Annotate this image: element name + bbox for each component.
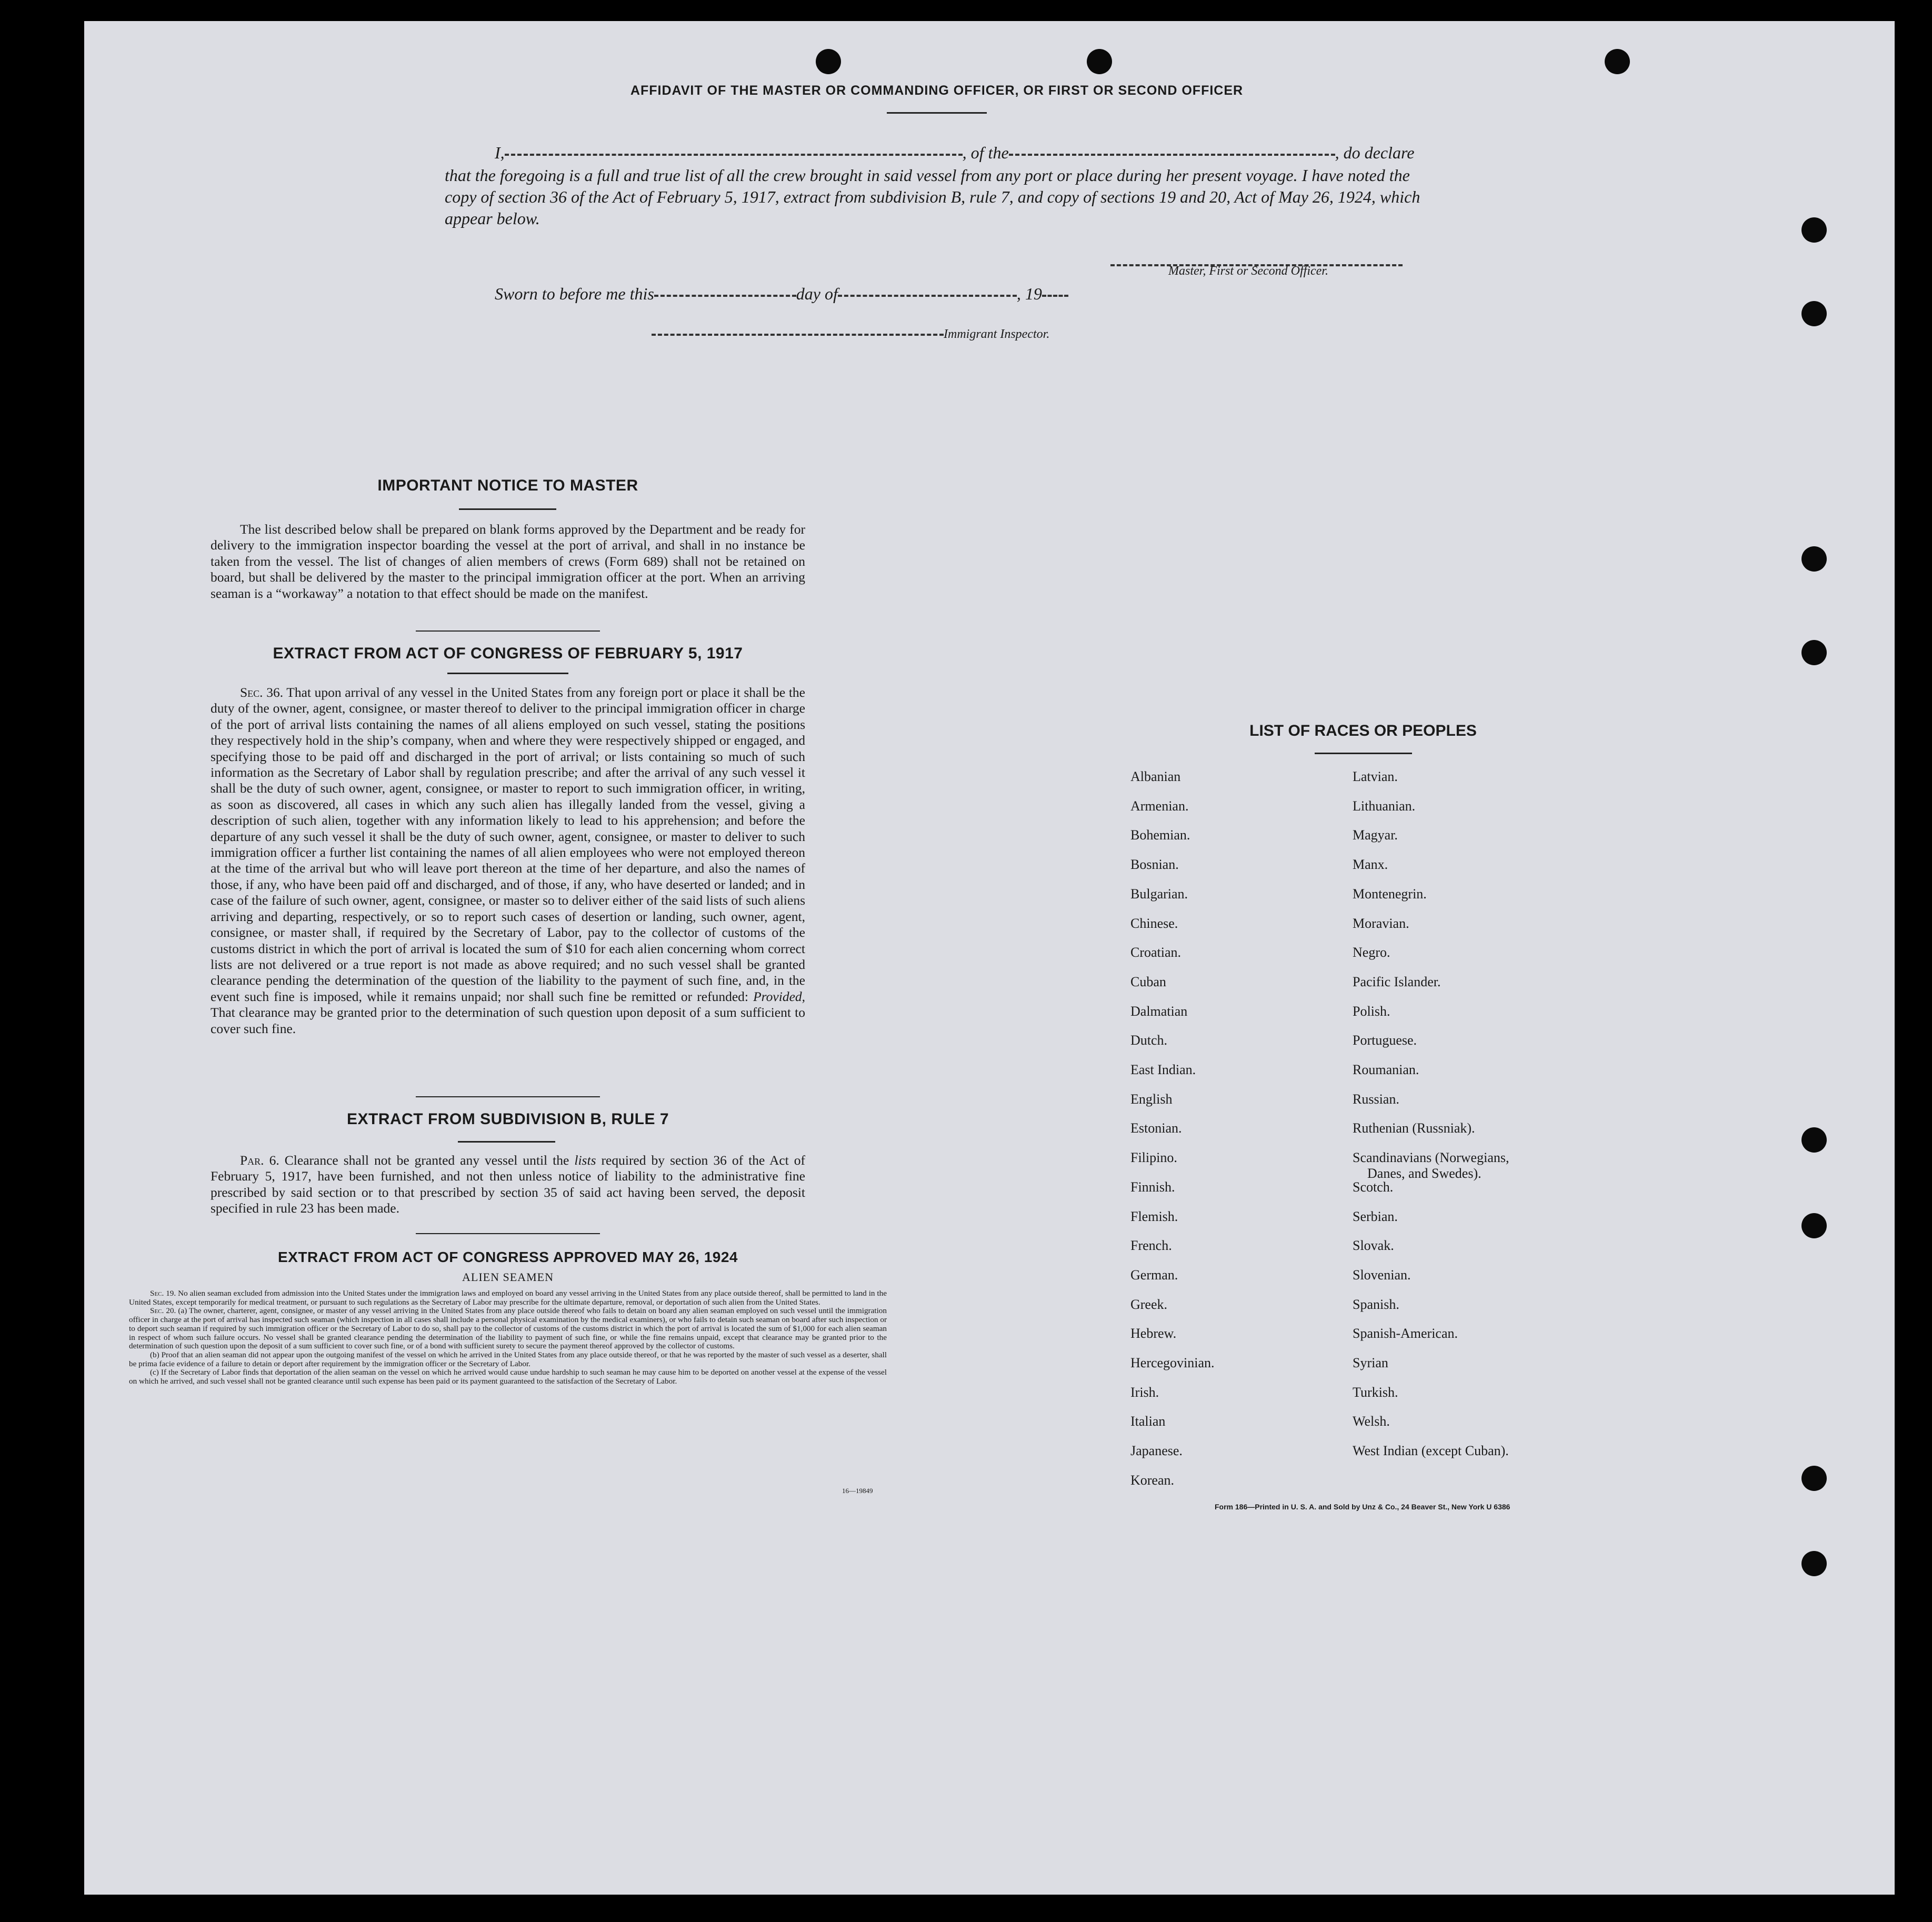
race-item: Latvian. xyxy=(1353,769,1398,784)
race-item: Manx. xyxy=(1353,857,1388,873)
alien-seamen-subtitle: ALIEN SEAMEN xyxy=(462,1270,554,1284)
race-item: Greek. xyxy=(1130,1296,1168,1312)
vessel-name-field[interactable] xyxy=(1009,154,1335,156)
race-item: Finnish. xyxy=(1130,1179,1175,1195)
sworn-month-field[interactable] xyxy=(838,295,1017,297)
section-20c: (c) If the Secretary of Labor finds that deportation of the alien seaman on the vessel on which he arrived would cause undue hardship to such seaman he may cause him to be deported on another vessel at the expense of the vessel on which he arrived, and such vessel shall not be granted clearance until such expense has been paid or its payment guaranteed to the satisfaction of the Secretary of Labor. xyxy=(129,1368,887,1386)
race-item: Chinese. xyxy=(1130,915,1178,931)
divider xyxy=(416,1096,600,1097)
race-item: Bosnian. xyxy=(1130,857,1179,873)
section-19 xyxy=(129,1289,887,1307)
race-item: Flemish. xyxy=(1130,1208,1178,1224)
affidavit-body: that the foregoing is a full and true list of all the crew brought in said vessel from any port or place during her present voyage. I have noted the copy of section 36 of the Act of February 5, 1917, extract from subdivision B, rule 7, and copy of sections 19 and 20, Act of May 26, 1924, which appear below. xyxy=(445,166,1420,228)
race-item: Cuban xyxy=(1130,974,1166,989)
race-item: East Indian. xyxy=(1130,1062,1196,1077)
punch-hole xyxy=(1801,217,1827,243)
divider xyxy=(887,112,987,114)
declarant-name-field[interactable] xyxy=(505,154,963,156)
par-6-text-a: Clearance shall not be granted any vessel until the xyxy=(284,1153,569,1168)
par-6-label: Par. 6. xyxy=(240,1153,279,1168)
declarant-i-label: I, xyxy=(495,143,505,162)
divider xyxy=(416,630,600,632)
notice-body: The list described below shall be prepared on blank forms approved by the Department and be ready for delivery to the immigration inspector boarding the vessel at the port of arrival, and shall in no instance be taken from the vessel. The list of changes of alien members of crews (Form 689) shall not be retained on board, but shall be delivered by the master to the principal immigration officer at the port. When an arriving seaman is a “workaway” a notation to that effect should be made on the manifest. xyxy=(211,522,805,601)
race-item: Russian. xyxy=(1353,1091,1399,1107)
lists-word: lists xyxy=(574,1153,596,1168)
proviso-text: That clearance may be granted prior to the determination of such question upon deposit of a sum sufficient to cover such fine. xyxy=(211,1005,805,1036)
race-item: Syrian xyxy=(1353,1355,1388,1370)
sworn-day-field[interactable] xyxy=(654,295,796,297)
race-item: Croatian. xyxy=(1130,945,1182,960)
inspector-line xyxy=(652,327,1049,342)
race-item: Serbian. xyxy=(1353,1208,1398,1224)
race-item: English xyxy=(1130,1091,1173,1107)
provided-label: Provided, xyxy=(753,988,806,1004)
extract-1917-title: EXTRACT FROM ACT OF CONGRESS OF FEBRUARY 5, 1917 xyxy=(273,645,743,662)
race-item: Dalmatian xyxy=(1130,1003,1188,1019)
divider xyxy=(458,1141,555,1143)
race-item: Albanian xyxy=(1130,769,1181,784)
race-item: West Indian (except Cuban). xyxy=(1353,1443,1509,1459)
race-item: Korean. xyxy=(1130,1472,1175,1488)
notice-title: IMPORTANT NOTICE TO MASTER xyxy=(377,477,638,494)
section-20b: (b) Proof that an alien seaman did not appear upon the outgoing manifest of the vessel on which he arrived in the United States from any place outside thereof, or that he was reported by the master of such vessel as a deserter, shall be prima facie evidence of a failure to detain or deport after requirement by the immigration officer or the Secretary of Labor. xyxy=(129,1350,887,1368)
race-item: Turkish. xyxy=(1353,1384,1398,1400)
race-item: Estonian. xyxy=(1130,1120,1182,1136)
extract-1924-title: EXTRACT FROM ACT OF CONGRESS APPROVED MAY 26, 1924 xyxy=(278,1249,738,1265)
divider xyxy=(416,1233,600,1234)
extract-1917-body xyxy=(211,685,805,1037)
race-item: Japanese. xyxy=(1130,1443,1183,1459)
sworn-year-field[interactable] xyxy=(1042,295,1068,297)
divider xyxy=(459,508,556,510)
punch-hole xyxy=(1801,640,1827,665)
race-item: Hebrew. xyxy=(1130,1326,1177,1342)
race-item: Roumanian. xyxy=(1353,1062,1419,1077)
race-item: French. xyxy=(1130,1238,1172,1254)
race-item: Irish. xyxy=(1130,1384,1159,1400)
race-item: Ruthenian (Russniak). xyxy=(1353,1120,1475,1136)
section-36-text: That upon arrival of any vessel in the United States from any foreign port or place it shall be the duty of the owner, agent, consignee, or master thereof to deliver to the principal immigration officer in charge of the port of arrival lists containing the names of all aliens employed on such vessel, stating the positions they respectively hold in the ship’s company, when and where they were respectively shipped or engaged, and specifying those to be paid off and discharged in the port of arrival; or lists containing so much of such information as the Secretary of Labor shall by regulation prescribe; and after the arrival of any such vessel it shall be the duty of such owner, agent, consignee, or master to report to such immigration officer, in writing, as soon as discovered, all cases in which any such alien has illegally landed from the vessel, giving a description of such alien, together with any information likely to lead to his apprehension; and before the departure of any such vessel it shall be the duty of such owner, agent, consignee, or master to deliver to such immigration officer a further list containing the names of all alien employees who were not employed thereon at the time of the arrival but who will leave port thereon at the time of her departure, and also the names of those, if any, who have been paid off and discharged, and of those, if any, who have deserted or landed; and in case of the failure of such owner, agent, consignee, or master so to deliver either of the said lists of such aliens arriving and departing, respectively, or so to report such cases of desertion or landing, such owner, agent, consignee, or master shall, if required by the Secretary of Labor, pay to the collector of customs of the customs district in which the port of arrival is located the sum of $10 for each alien concerning whom correct lists are not delivered or a true report is not made as above required; and no such vessel shall be granted clearance pending the determination of the question of the liability to the payment of such fine, and, in the event such fine is imposed, while it remains unpaid; nor shall such fine be remitted or refunded: xyxy=(211,685,805,1004)
race-item: Slovenian. xyxy=(1353,1267,1411,1283)
race-item: Welsh. xyxy=(1353,1414,1390,1429)
year-label: , 19 xyxy=(1016,284,1042,303)
race-item: Dutch. xyxy=(1130,1033,1168,1048)
race-item: Scandinavians (Norwegians, xyxy=(1353,1150,1509,1166)
race-item: Pacific Islander. xyxy=(1353,974,1441,989)
race-item: Spanish-American. xyxy=(1353,1326,1458,1342)
punch-hole xyxy=(1801,301,1827,326)
race-item: Montenegrin. xyxy=(1353,886,1427,902)
day-of-label: day of xyxy=(796,284,838,303)
do-declare-label: , do declare xyxy=(1335,143,1415,162)
section-19-label: Sec. 19. xyxy=(150,1289,176,1298)
race-item: Portuguese. xyxy=(1353,1033,1417,1048)
section-20a xyxy=(129,1307,887,1351)
section-20-label: Sec. 20. xyxy=(150,1306,176,1316)
master-signature-label: Master, First or Second Officer. xyxy=(1168,264,1328,278)
form-code: 16—19849 xyxy=(842,1487,873,1495)
divider xyxy=(447,673,568,674)
section-19-text: No alien seaman excluded from admission into the United States under the immigration laws and employed on board any vessel arriving in the United States from any place outside thereof, shall be permitted to land in the United States, except temporarily for medical treatment, or pursuant to such regulations as the Secretary of Labor may prescribe for the ultimate departure, removal, or deportation of such alien from the United States. xyxy=(129,1289,887,1307)
par-6-text-b: required by section 36 of the Act of February 5, 1917, have been furnished, and not then unless notice of liability to the administrative fine prescribed by said section or to that prescribed by section 35 of said act having been served, the deposit specified in rule 23 has been made. xyxy=(211,1153,806,1216)
printer-imprint: Form 186—Printed in U. S. A. and Sold by Unz & Co., 24 Beaver St., New York U 6386 xyxy=(1215,1503,1510,1511)
race-item: Spanish. xyxy=(1353,1296,1399,1312)
sworn-label: Sworn to before me this xyxy=(495,284,654,303)
race-item: German. xyxy=(1130,1267,1178,1283)
inspector-label: Immigrant Inspector. xyxy=(944,327,1050,341)
race-item: Polish. xyxy=(1353,1003,1390,1019)
punch-hole xyxy=(1801,546,1827,572)
race-item: Hercegovinian. xyxy=(1130,1355,1215,1370)
race-item: Filipino. xyxy=(1130,1150,1177,1166)
punch-hole xyxy=(1801,1213,1827,1238)
punch-hole xyxy=(1801,1551,1827,1576)
race-item: Slovak. xyxy=(1353,1238,1394,1254)
race-item: Danes, and Swedes). xyxy=(1367,1166,1481,1182)
divider xyxy=(1315,753,1412,754)
race-item: Moravian. xyxy=(1353,915,1409,931)
punch-hole xyxy=(1605,49,1630,74)
race-item: Negro. xyxy=(1353,945,1390,960)
extract-1924-body xyxy=(129,1289,887,1386)
inspector-signature-field[interactable] xyxy=(652,334,944,336)
of-the-label: , of the xyxy=(962,143,1009,162)
punch-hole xyxy=(1801,1466,1827,1491)
punch-hole xyxy=(1087,49,1112,74)
race-item: Bohemian. xyxy=(1130,827,1190,843)
race-item: Lithuanian. xyxy=(1353,798,1416,814)
affidavit-title: AFFIDAVIT OF THE MASTER OR COMMANDING OFFICER, OR FIRST OR SECOND OFFICER xyxy=(630,83,1244,98)
race-item: Scotch. xyxy=(1353,1179,1394,1195)
section-36-label: Sec. 36. xyxy=(240,685,284,700)
race-item: Armenian. xyxy=(1130,798,1189,814)
subdivision-b-body xyxy=(211,1153,805,1217)
subdivision-b-title: EXTRACT FROM SUBDIVISION B, RULE 7 xyxy=(346,1110,669,1128)
affidavit-declaration-line xyxy=(495,143,1414,163)
punch-hole xyxy=(1801,1127,1827,1153)
punch-hole xyxy=(816,49,841,74)
sworn-line xyxy=(495,284,1068,304)
races-title: LIST OF RACES OR PEOPLES xyxy=(1249,722,1477,739)
section-20a-text: (a) The owner, charterer, agent, consignee, or master of any vessel arriving in the United States from any place outside thereof who fails to detain on board any alien seaman employed on such vessel until the immigration officer in charge at the port of arrival has inspected such seaman (which inspection in all cases shall include a personal physical examination by the medical examiners), or who fails to detain such seaman on board after such inspection or to deport such seaman if required by such immigration officer or the Secretary of Labor to do so, shall pay to the collector of customs of the customs district in which the port of arrival is located the sum of $1,000 for each alien seaman in respect of whom such failure occurs. No vessel shall be granted clearance pending the determination of the liability to payment of such fine, or while the fine remains unpaid, except that clearance may be granted prior to the determination of such question upon the deposit of a sum sufficient to cover such fine, or of a bond with sufficient surety to secure the payment thereof approved by the collector of customs. xyxy=(129,1306,887,1351)
race-item: Bulgarian. xyxy=(1130,886,1188,902)
race-item: Magyar. xyxy=(1353,827,1398,843)
race-item: Italian xyxy=(1130,1414,1166,1429)
